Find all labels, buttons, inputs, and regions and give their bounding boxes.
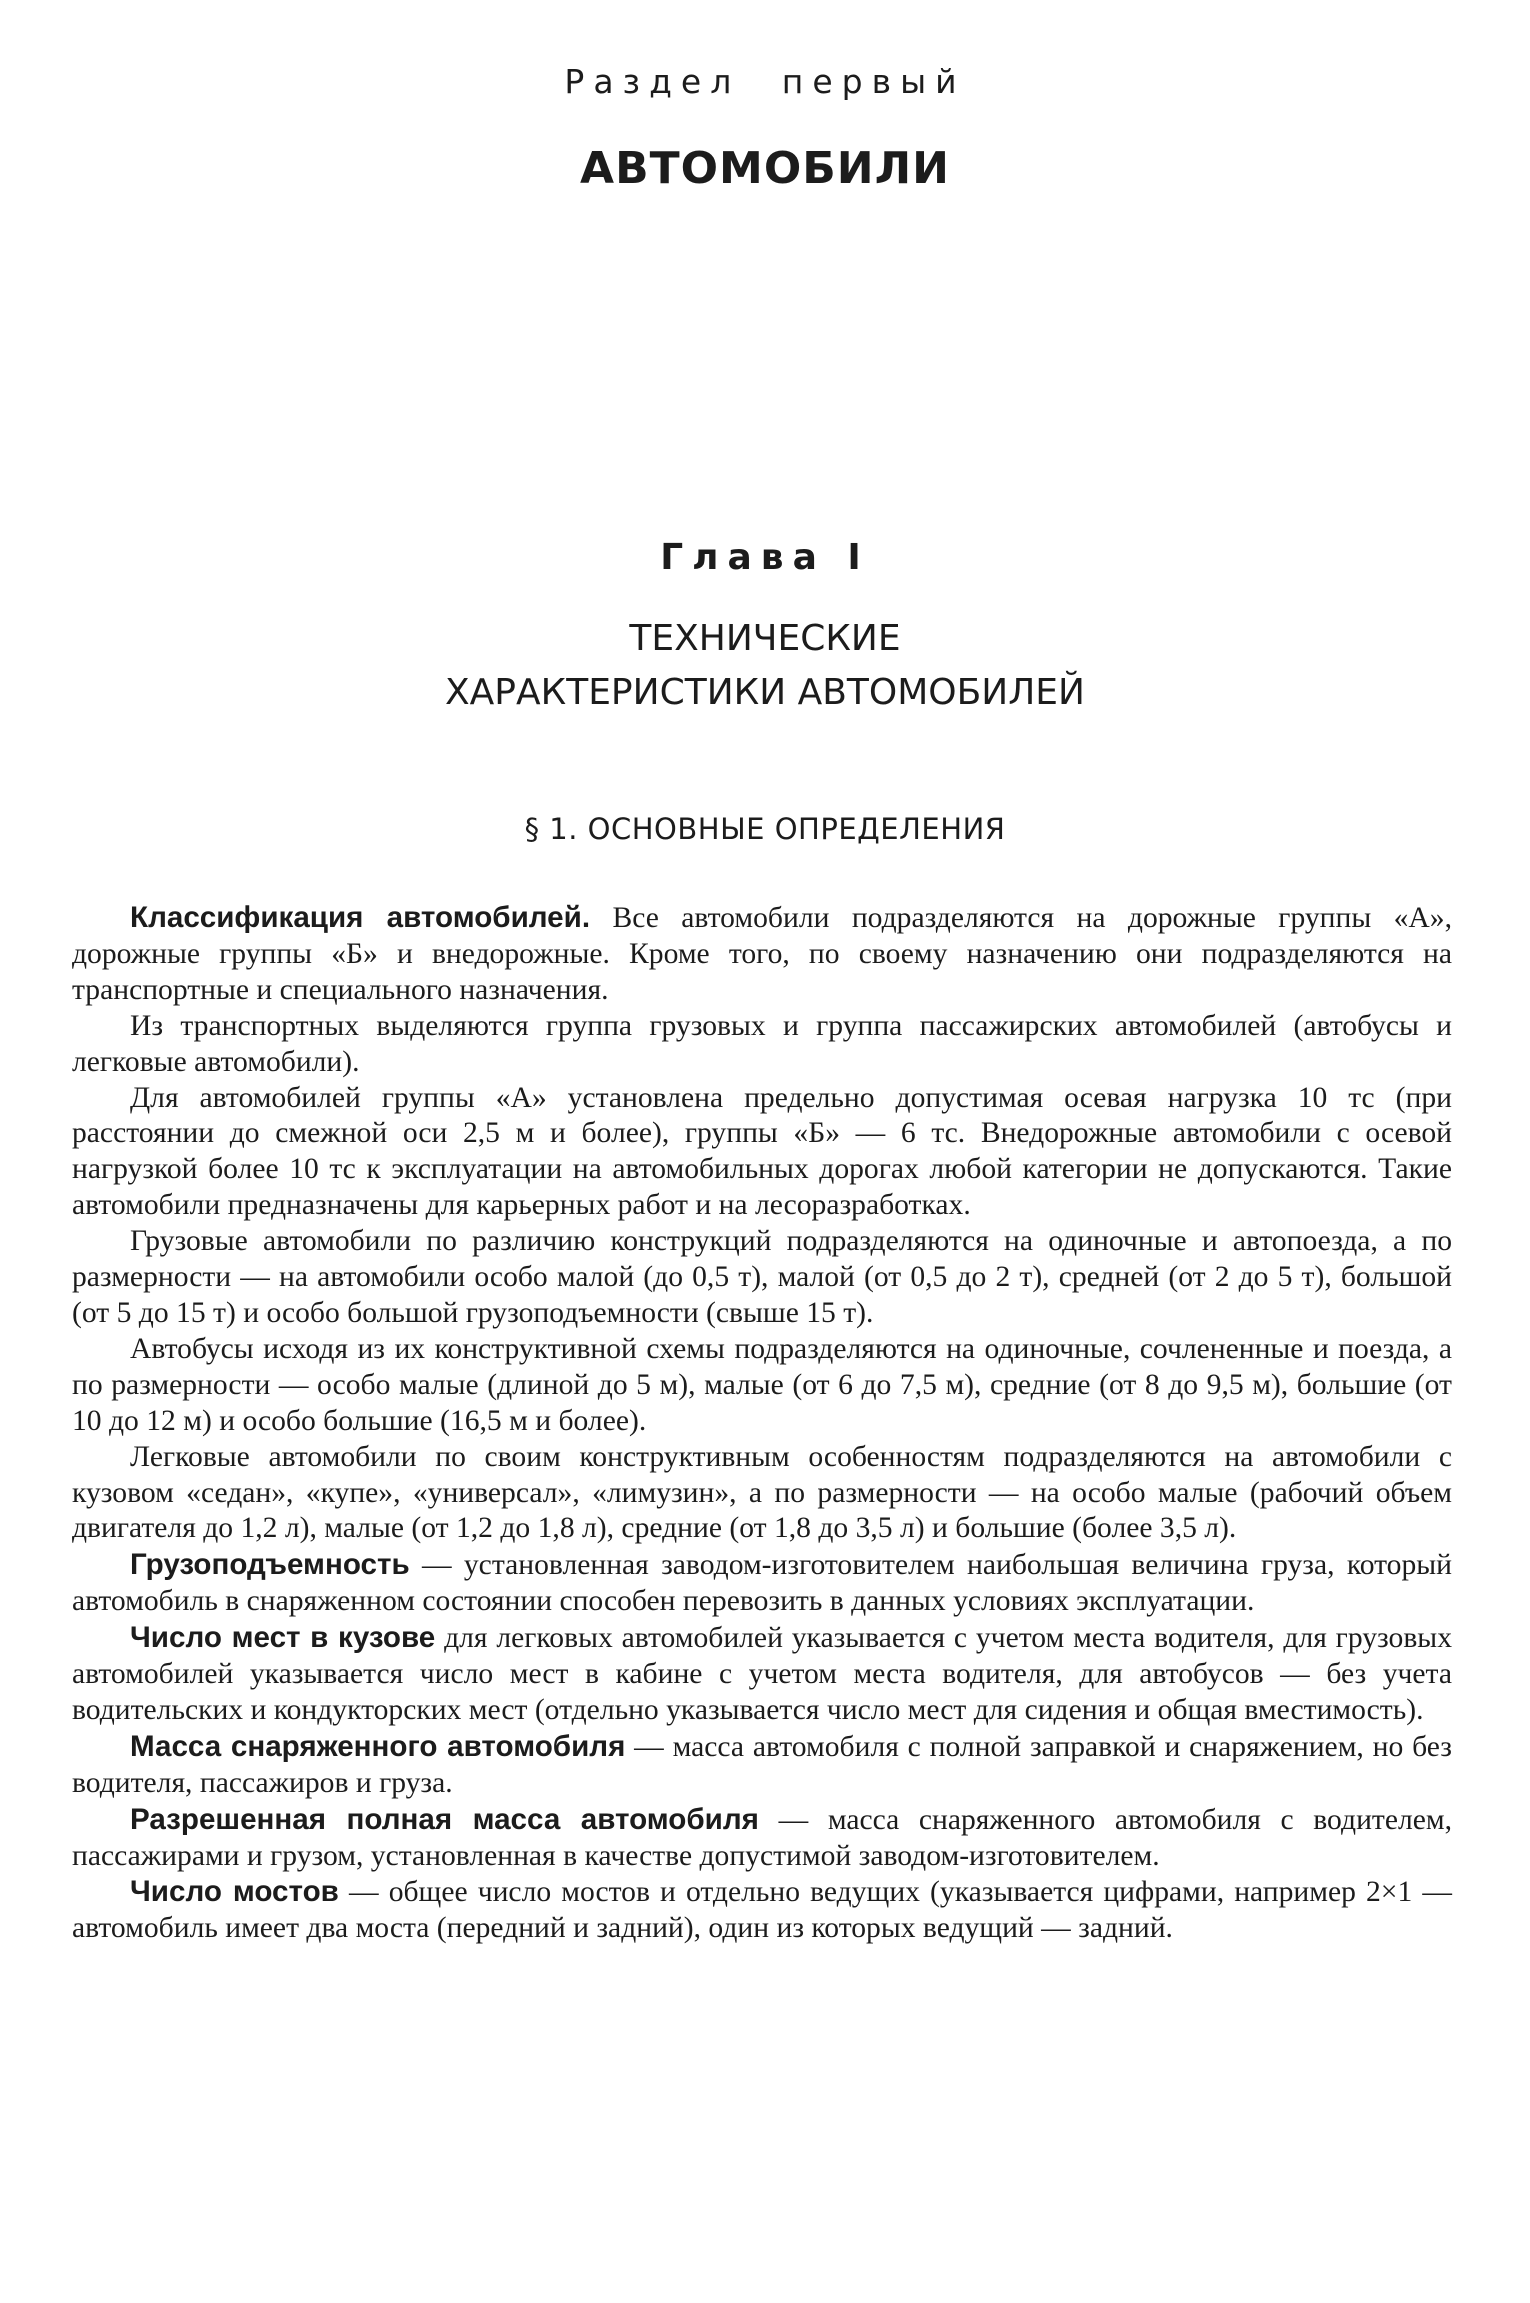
- paragraph-classification: [72, 900, 1452, 1009]
- paragraph-axle-load: [72, 1081, 1452, 1225]
- paragraph-trucks: [72, 1224, 1452, 1332]
- section-title: АВТОМОБИЛИ: [580, 143, 950, 194]
- paragraph-gross-mass: [72, 1802, 1452, 1875]
- chapter-title-line-1: ТЕХНИЧЕСКИЕ: [629, 618, 901, 659]
- term-curb-mass: Масса снаряженного автомобиля: [130, 1729, 626, 1763]
- paragraph-text: — масса снаряженного автомобиля с водителем, пассажирами и грузом, установленная в качестве допустимой заводом-изготовителем.: [72, 1803, 1452, 1872]
- paragraph-text: — установленная заводом-изготовителем наибольшая величина груза, который автомобиль в снаряженном состоянии способен перевозить в данных условиях эксплуатации.: [72, 1549, 1452, 1618]
- paragraph-buses: [72, 1332, 1452, 1440]
- paragraph-text: — общее число мостов и отдельно ведущих (указывается цифрами, например 2×1 — автомобиль имеет два моста (передний и задний), один из которых ведущий — задний.: [72, 1876, 1452, 1945]
- term-payload: Грузоподъемность: [130, 1548, 410, 1582]
- paragraph-text: Автобусы исходя из их конструктивной схемы подразделяются на одиночные, сочлененные и поезда, а по размерности — особо малые (длиной до 5 м), малые (от 6 до 7,5 м), средние (от 8 до 9,5 м), большие (от 10 до 12 м) и особо большие (16,5 м и более).: [72, 1332, 1452, 1437]
- section-label: Раздел первый: [564, 62, 966, 101]
- paragraph-text: Из транспортных выделяются группа грузовых и группа пассажирских автомобилей (автобусы и легковые автомобили).: [72, 1009, 1452, 1078]
- body-text: [72, 900, 1452, 1947]
- paragraph-text: для легковых автомобилей указывается с учетом места водителя, для грузовых автомобилей указывается число мест в кабине с учетом места водителя, для автобусов — без учета водительских и кондукторских мест (отдельно указывается число мест для сидения и общая вместимость).: [72, 1622, 1452, 1726]
- term-classification: Классификация автомобилей.: [130, 901, 591, 934]
- paragraph-text: Легковые автомобили по своим конструктивным особенностям подразделяются на автомобили с кузовом «седан», «купе», «универсал», «лимузин», а по размерности — на особо малые (рабочий объем двигателя до 1,2 л), малые (от 1,2 до 1,8 л), средние (от 1,8 до 3,5 л) и большие (более 3,5 л).: [72, 1440, 1452, 1545]
- paragraph-payload: [72, 1547, 1452, 1620]
- chapter-title-line-2: ХАРАКТЕРИСТИКИ АВТОМОБИЛЕЙ: [445, 672, 1085, 713]
- paragraph-transport-groups: [72, 1009, 1452, 1081]
- paragraph-axles: [72, 1874, 1452, 1947]
- term-seats: Число мест в кузове: [130, 1621, 436, 1655]
- chapter-title: [0, 612, 1530, 720]
- term-gross-mass: Разрешенная полная масса автомобиля: [130, 1802, 759, 1836]
- paragraph-heading: § 1. ОСНОВНЫЕ ОПРЕДЕЛЕНИЯ: [524, 812, 1006, 846]
- paragraph-curb-mass: [72, 1729, 1452, 1802]
- paragraph-seats: [72, 1620, 1452, 1729]
- term-axles: Число мостов: [130, 1875, 339, 1909]
- paragraph-text: Все автомобили подразделяются на дорожные группы «А», дорожные группы «Б» и внедорожные. Кроме того, по своему назначению они подразделяются на транспортные и специального назначения.: [72, 902, 1452, 1006]
- paragraph-passenger-cars: [72, 1440, 1452, 1548]
- paragraph-text: Для автомобилей группы «А» установлена предельно допустимая осевая нагрузка 10 тс (при расстоянии до смежной оси 2,5 м и более), группы «Б» — 6 тс. Внедорожные автомобили с осевой нагрузкой более 10 тс к эксплуатации на автомобильных дорогах любой категории не допускаются. Такие автомобили предназначены для карьерных работ и на лесоразработках.: [72, 1081, 1452, 1222]
- paragraph-text: Грузовые автомобили по различию конструкций подразделяются на одиночные и автопоезда, а по размерности — на автомобили особо малой (до 0,5 т), малой (от 0,5 до 2 т), средней (от 2 до 5 т), большой (от 5 до 15 т) и особо большой грузоподъемности (свыше 15 т).: [72, 1225, 1452, 1329]
- chapter-label: Глава I: [660, 537, 870, 578]
- paragraph-text: — масса автомобиля с полной заправкой и снаряжением, но без водителя, пассажиров и груза.: [72, 1730, 1452, 1799]
